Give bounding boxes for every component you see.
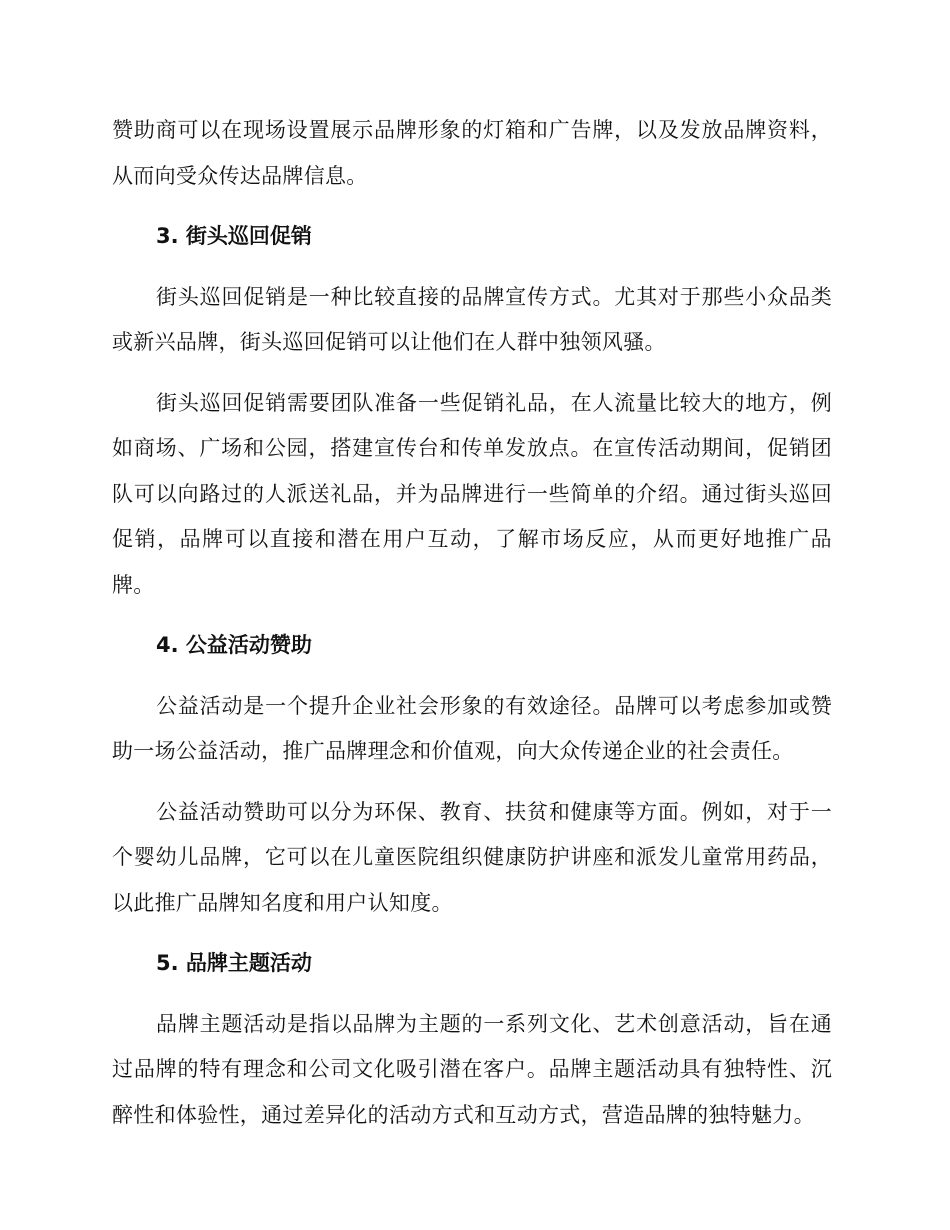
paragraph-brand-theme-intro: 品牌主题活动是指以品牌为主题的一系列文化、艺术创意活动，旨在通过品牌的特有理念和公司文化吸引潜在客户。品牌主题活动具有独特性、沉醉性和体验性，通过差异化的活动方式和互动方式，营造品牌的独特魅力。 bbox=[112, 1011, 832, 1127]
paragraph-sponsor-display: 赞助商可以在现场设置展示品牌形象的灯箱和广告牌，以及发放品牌资料，从而向受众传达品牌信息。 bbox=[112, 118, 832, 188]
heading-brand-theme-activity: 5. 品牌主题活动 bbox=[156, 951, 312, 975]
document-page bbox=[112, 108, 832, 1138]
paragraph-street-promotion-intro: 街头巡回促销是一种比较直接的品牌宣传方式。尤其对于那些小众品类或新兴品牌，街头巡回促销可以让他们在人群中独领风骚。 bbox=[112, 284, 832, 354]
heading-street-promotion: 3. 街头巡回促销 bbox=[156, 224, 312, 248]
paragraph-street-promotion-detail: 街头巡回促销需要团队准备一些促销礼品，在人流量比较大的地方，例如商场、广场和公园，搭建宣传台和传单发放点。在宣传活动期间，促销团队可以向路过的人派送礼品，并为品牌进行一些简单的介绍。通过街头巡回促销，品牌可以直接和潜在用户互动，了解市场反应，从而更好地推广品牌。 bbox=[112, 390, 832, 597]
paragraph-charity-detail: 公益活动赞助可以分为环保、教育、扶贫和健康等方面。例如，对于一个婴幼儿品牌，它可以在儿童医院组织健康防护讲座和派发儿童常用药品，以此推广品牌知名度和用户认知度。 bbox=[112, 799, 832, 915]
paragraph-charity-intro: 公益活动是一个提升企业社会形象的有效途径。品牌可以考虑参加或赞助一场公益活动，推广品牌理念和价值观，向大众传递企业的社会责任。 bbox=[112, 693, 832, 763]
heading-charity-sponsorship: 4. 公益活动赞助 bbox=[156, 633, 312, 657]
